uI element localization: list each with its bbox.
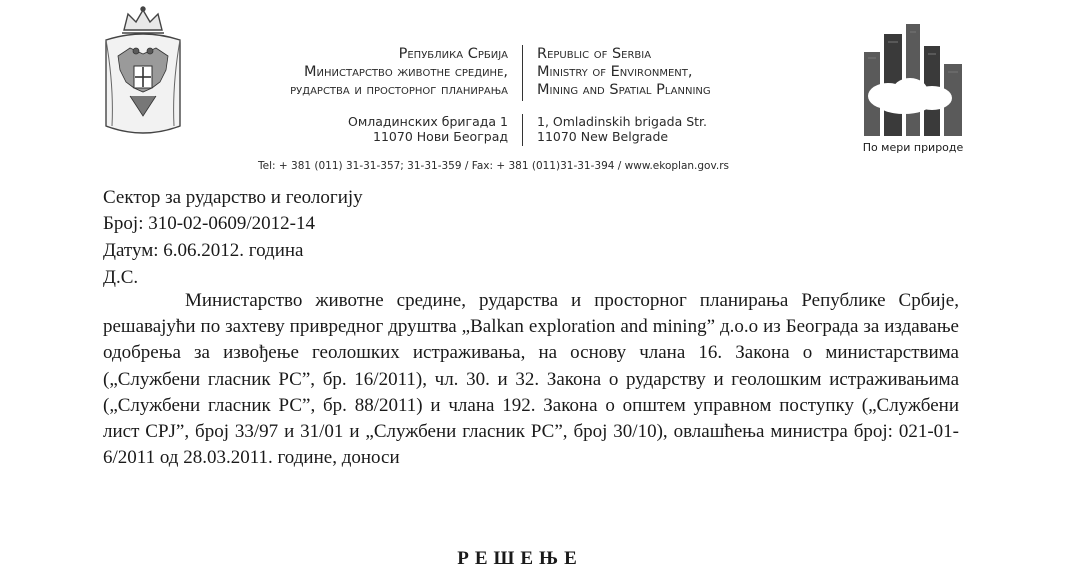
- letterhead-sr-line3: рударства и просторног планирања: [290, 82, 508, 98]
- ekoplan-logo-icon: [858, 18, 968, 136]
- document-number: Број: 310-02-0609/2012-14: [103, 213, 315, 234]
- letterhead-serbian: [196, 45, 508, 99]
- letterhead-divider: [522, 45, 523, 101]
- sector-line: Сектор за рударство и геологију: [103, 187, 363, 208]
- address-english: [537, 114, 797, 144]
- coat-of-arms-icon: [100, 6, 186, 140]
- body-text: Министарство животне средине, рударства и просторног планирања Републике Србије, решавајући по захтеву привредног друштва „Balkan exploration and mining” д.о.о из Београда за издавање одобрења за извођење геолошких истраживања, на основу члана 16. Закона о министарствима („Службени гласник РС”, бр. 16/2011), чл. 30. и 32. Закона о рударству и геолошким истраживањима („Службени гласник РС”, бр. 88/2011) и члана 192. Закона о општем управном поступку („Службени лист СРЈ”, број 33/97 и 31/01 и „Службени гласник РС”, број 30/10), овлашћења министра број: 021-01-6/2011 од 28.03.2011. године, доноси: [103, 290, 959, 469]
- address-serbian: [196, 114, 508, 144]
- letterhead-sr-line1: Република Србија: [398, 46, 508, 62]
- letterhead-sr-line2: Министарство животне средине,: [304, 64, 508, 80]
- contact-line: Tel: + 381 (011) 31-31-357; 31-31-359 / Fax: + 381 (011)31-31-394 / www.ekoplan.gov.rs: [258, 160, 729, 172]
- letterhead-english: [537, 45, 797, 99]
- address-en-city: 11070 New Belgrade: [537, 129, 669, 144]
- document-date: Датум: 6.06.2012. година: [103, 240, 304, 261]
- address-en-street: 1, Omladinskih brigada Str.: [537, 114, 708, 129]
- address-sr-street: Омладинских бригада 1: [348, 114, 508, 129]
- logo-tagline: По мери природе: [862, 141, 964, 154]
- body-paragraph: [103, 288, 959, 471]
- letterhead-en-line3: Mining and Spatial Planning: [537, 82, 711, 98]
- address-sr-city: 11070 Нови Београд: [373, 129, 508, 144]
- address-divider: [522, 114, 523, 146]
- letterhead-en-line2: Ministry of Environment,: [537, 64, 693, 80]
- decision-title: РЕШЕЊЕ: [457, 548, 583, 569]
- author-initials: Д.С.: [103, 267, 139, 288]
- letterhead-en-line1: Republic of Serbia: [537, 46, 652, 62]
